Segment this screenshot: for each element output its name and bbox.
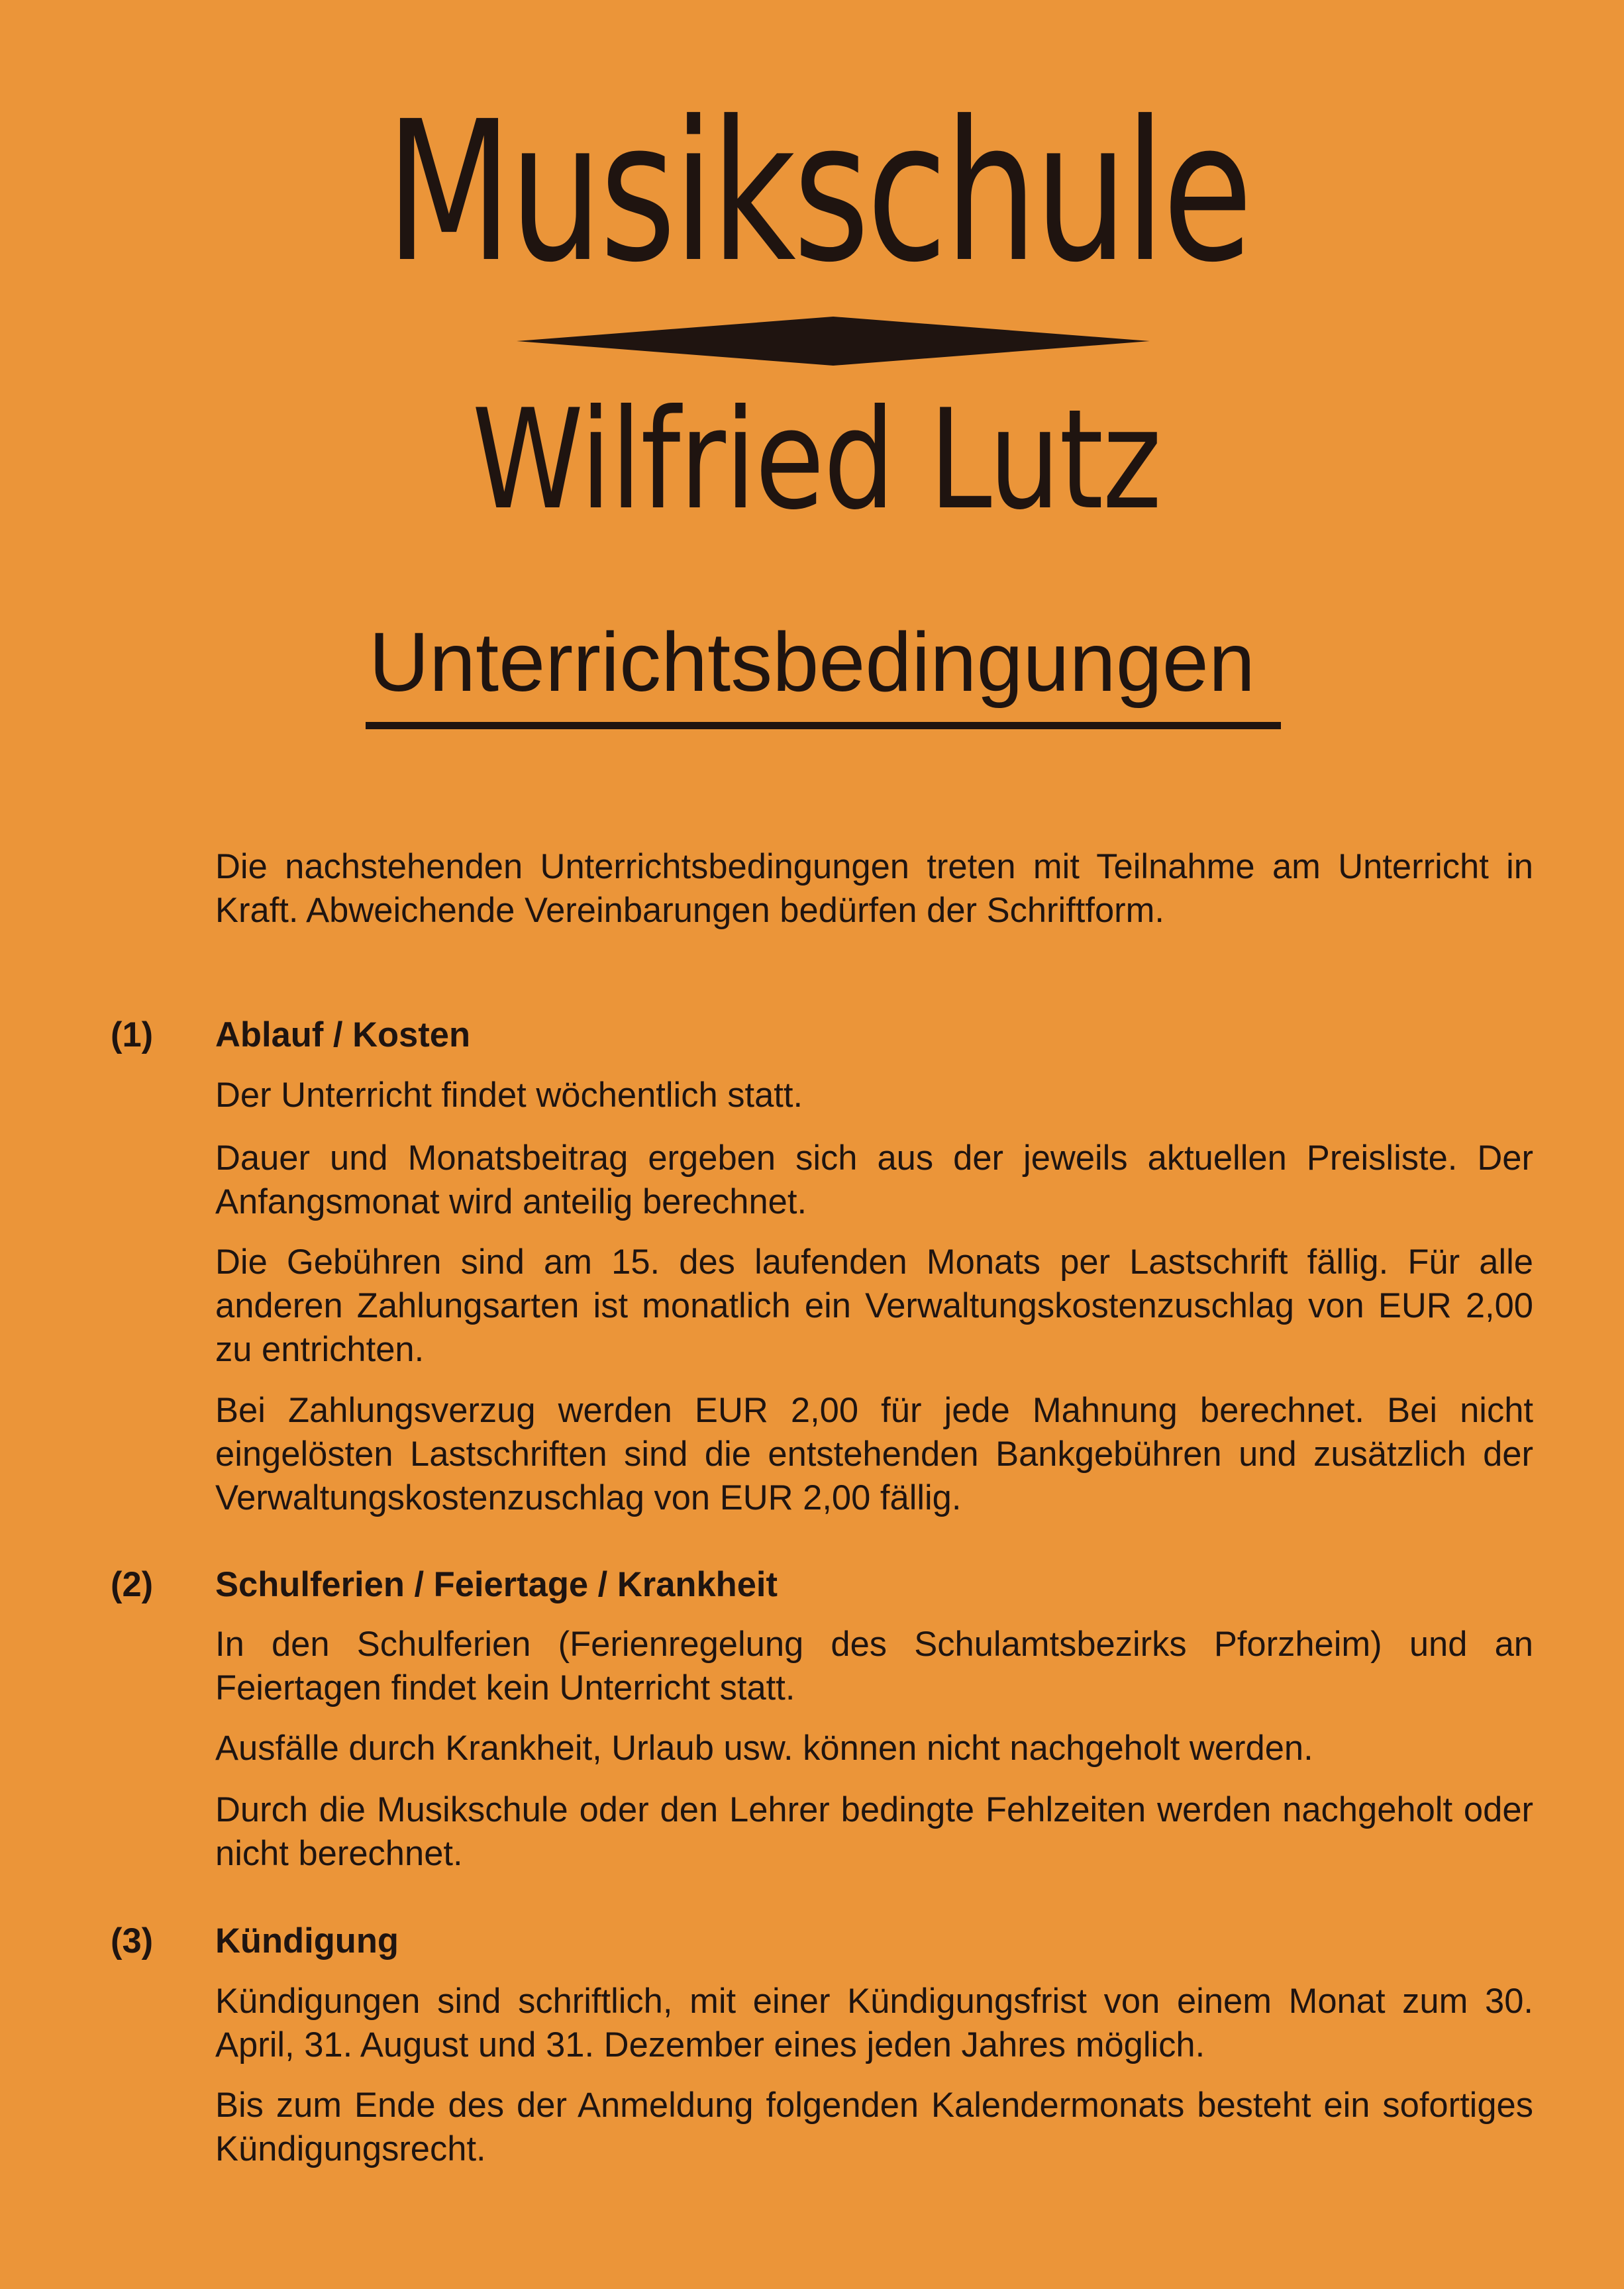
section-3-paragraph-1: Kündigungen sind schriftlich, mit einer Kündigungsfrist von einem Monat zum 30. April, 31. August und 31. Dezember eines jeden Jahres möglich. [215,1982,1533,2064]
section-2-paragraph-3: Durch die Musikschule oder den Lehrer bedingte Fehlzeiten werden nachgeholt oder nicht berechnet. [215,1790,1533,1873]
section-3-paragraph-2: Bis zum Ende des der Anmeldung folgenden Kalendermonats besteht ein sofortiges Kündigungsrecht. [215,2086,1533,2168]
intro-paragraph: Die nachstehenden Unterrichtsbedingungen treten mit Teilnahme am Unterricht in Kraft. Abweichende Vereinbarungen bedürfen der Schriftform. [215,847,1533,930]
section-1-paragraph-3: Die Gebühren sind am 15. des laufenden Monats per Lastschrift fällig. Für alle anderen Zahlungsarten ist monatlich ein Verwaltungskostenzuschlag von EUR 2,00 zu entrichten. [215,1243,1533,1369]
section-1-number: (1) [111,1015,154,1054]
section-3-heading: Kündigung [215,1921,399,1960]
title-underline [366,722,1281,729]
logo-owner-name: Wilfried Lutz [472,380,1161,540]
school-logo [0,0,1624,540]
logo-diamond-divider [517,317,1150,366]
section-1-heading: Ablauf / Kosten [215,1015,471,1054]
section-1-paragraph-1: Der Unterricht findet wöchentlich statt. [215,1076,803,1115]
page-title: Unterrichtsbedingungen [369,615,1255,709]
section-2-paragraph-2: Ausfälle durch Krankheit, Urlaub usw. können nicht nachgeholt werden. [215,1729,1313,1768]
section-2-heading: Schulferien / Feiertage / Krankheit [215,1565,778,1604]
section-3-number: (3) [111,1921,154,1960]
section-2-number: (2) [111,1565,154,1604]
logo-school-name: Musikschule [385,79,1250,305]
section-1-paragraph-2: Dauer und Monatsbeitrag ergeben sich aus der jeweils aktuellen Preisliste. Der Anfangsmonat wird anteilig berechnet. [215,1139,1533,1221]
section-2-paragraph-1: In den Schulferien (Ferienregelung des Schulamtsbezirks Pforzheim) und an Feiertagen findet kein Unterricht statt. [215,1625,1533,1707]
section-1-paragraph-4: Bei Zahlungsverzug werden EUR 2,00 für jede Mahnung berechnet. Bei nicht eingelösten Lastschriften sind die entstehenden Bankgebühren und zusätzlich der Verwaltungskostenzuschlag von EUR 2,00 fällig. [215,1391,1533,1517]
